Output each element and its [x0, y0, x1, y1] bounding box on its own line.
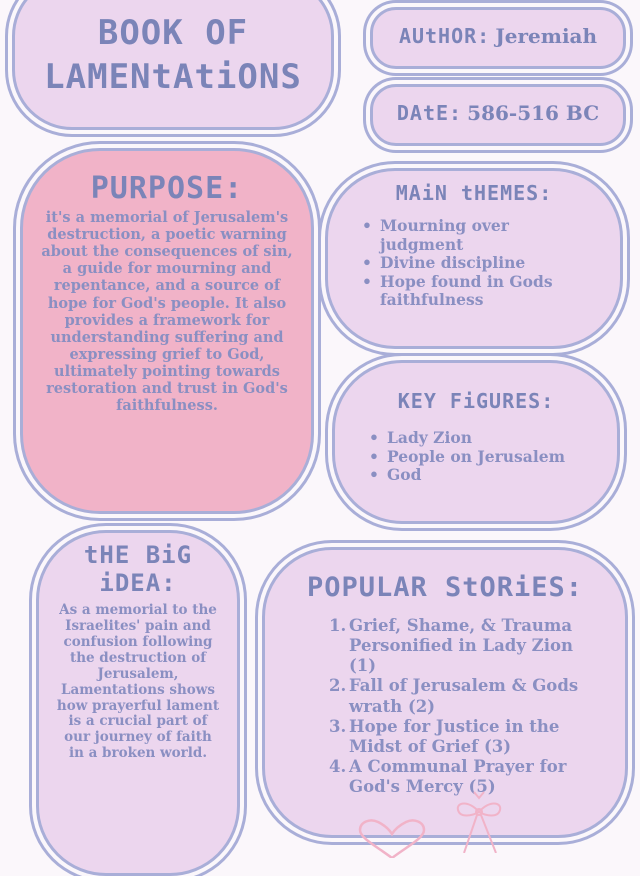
title-line-1: BOOK OF: [97, 13, 249, 53]
story-item: 3. Hope for Justice in the Midst of Grief (3): [329, 716, 560, 756]
date-value: 586-516 BC: [467, 101, 600, 125]
big-idea-heading-line-2: iDEA:: [99, 569, 177, 597]
purpose-cloud: [20, 148, 314, 514]
big-idea-heading-line-1: tHE BiG: [83, 541, 193, 569]
figures-heading: KEY FiGURES:: [397, 389, 555, 413]
theme-item: • Divine discipline: [380, 254, 590, 273]
date-row: [373, 101, 623, 125]
stories-heading: POPULAR StORiES:: [306, 572, 584, 603]
title-line-2: LAMENtAtiONS: [44, 57, 302, 97]
story-item: 2. Fall of Jerusalem & Gods wrath (2): [329, 676, 579, 716]
author-cloud: [370, 7, 626, 69]
heart-outline-icon: [356, 818, 428, 858]
figures-list: [365, 429, 607, 485]
purpose-heading: PURPOSE:: [90, 171, 244, 206]
purpose-text: it's a memorial of Jerusalem's destruction, a poetic warning about the consequences of sin, a guide for mourning and repentance, and a source of hope for God's people. It also provides a framework for understanding suffering and expressing grief to God, ultimately pointing towards restoration and trust in God's faithfulness.: [41, 209, 293, 415]
story-item: 1. Grief, Shame, & Trauma Personified in Lady Zion (1): [329, 616, 573, 676]
date-label: DAtE:: [396, 101, 463, 125]
theme-item: • Mourning over judgment: [380, 217, 590, 254]
author-value: Jeremiah: [495, 24, 598, 48]
author-label: AUtHOR:: [398, 24, 491, 48]
big-idea-text: As a memorial to the Israelites' pain and confusion following the destruction of Jerusalem, Lamentations shows how prayerful lament is a crucial part of our journey of faith in a broken world.: [56, 602, 220, 762]
theme-item: • Hope found in Gods faithfulness: [380, 273, 590, 310]
figure-item: • People on Jerusalem: [387, 448, 607, 467]
big-idea-cloud: [36, 530, 240, 876]
figure-item: • God: [387, 466, 607, 485]
themes-list: [358, 217, 590, 310]
story-item: 4. A Communal Prayer for God's Mercy (5): [329, 756, 567, 796]
stories-list: [329, 616, 601, 797]
author-row: [373, 24, 623, 48]
figures-cloud: [332, 360, 620, 524]
title-cloud: [12, 0, 334, 130]
figure-item: • Lady Zion: [387, 429, 607, 448]
themes-cloud: [325, 168, 623, 349]
themes-heading: MAiN tHEMES:: [395, 181, 553, 205]
ribbon-bow-icon: [444, 790, 514, 853]
date-cloud: [370, 84, 626, 146]
